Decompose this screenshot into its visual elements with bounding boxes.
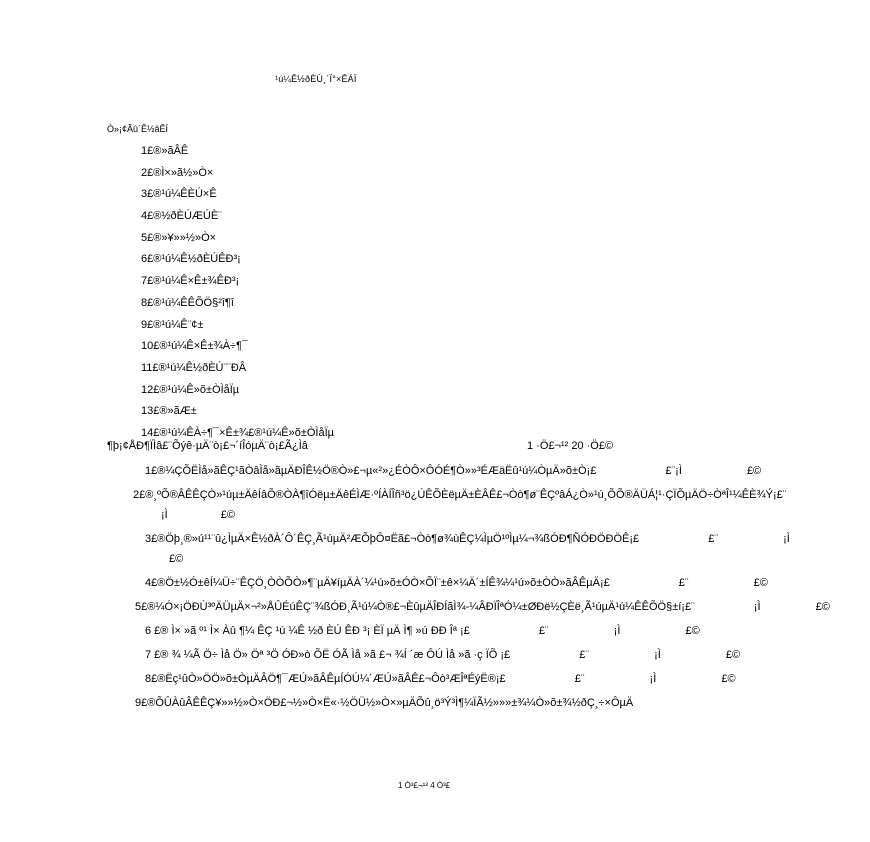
question-item <box>107 645 847 665</box>
answer-mark: £© <box>753 577 768 589</box>
term-item: 6£®¹ú¼Ê½ðÈÚÊÐ³¡ <box>141 253 241 266</box>
term-item: 7£®¹ú¼Ê×Ê±¾ÊÐ³¡ <box>141 275 240 288</box>
term-item: 8£®¹ú¼ÊÊÕÖ§²î¶î <box>141 296 234 309</box>
answer-mark: £¨ <box>574 673 585 685</box>
answer-mark: £© <box>220 509 236 521</box>
answer-mark: £¨¡Ì <box>665 465 682 477</box>
question-section-heading <box>107 440 847 461</box>
question-text: 5£®¼Ó×¡ÖÐÙ³ºÄÜµÄ×¬²»ÅÛÉúÊÇ¨¾ßÓÐ¸Ã¹ú¼Ò®£¬ÈûµÄÎÐÍãÌ¾-¼ÂÐÏÎªÓ¼±ØÐë½ÇÈë¸Ã¹úµÄ¹ú¼ÊÊÕÖ§±í¡£¨ <box>135 601 695 613</box>
term-item: 9£®¹ú¼Ê¨¢± <box>141 318 204 331</box>
answer-mark: £¨ <box>708 533 719 545</box>
question-heading-points: 1 ·Ö£¬¹² 20 ·Ö£© <box>527 440 614 452</box>
term-item: 4£®½ðÈÚÆÚÈ¨ <box>141 210 222 223</box>
answer-mark: ¡Ì <box>654 649 661 661</box>
question-text: 6 £® Ì× »ã º¹ Ì× Àû ¶¼ ÊÇ ¹ú ¼Ê ½ð ÈÚ ÊÐ ³¡ ÈÏ µÄ Ì¶ »ú ÐÐ Îª ¡£ <box>145 625 470 637</box>
question-item <box>107 693 847 713</box>
term-item: 11£®¹ú¼Ê½ðÈÚ¨¨ÐÂ <box>141 361 247 374</box>
answer-mark: £© <box>721 673 736 685</box>
term-list <box>141 144 334 448</box>
term-item: 1£®»ãÂÊ <box>141 145 189 157</box>
question-text: 2£®¸ºÕ®ÂÊÊÇÒ»¹úµ±ÄêÍâÕ®ÒÀ¶îÓëµ±ÄêÉÌÆ·ºÍÀÍÎñ³ö¿ÚÊÕÈëµÄ±ÈÂÊ£¬Òò¶ø¨ÊÇºâÁ¿Ò»¹ú¸ÕÕ®ÄÜÁ¦¹·ÇÏÕµÄÖ÷ÒªÎ¹¼ÊÈ¾Ý¡£¨ <box>133 489 787 501</box>
term-item: 2£®Ì×»ã½»Ò× <box>141 166 214 179</box>
document-title: ¹ú¼Ê½ðÈÚ¸´Ï°×ÊÁÏ <box>275 74 357 84</box>
question-item <box>107 461 847 481</box>
answer-mark: £© <box>746 465 762 477</box>
answer-mark: £© <box>815 601 830 613</box>
answer-mark: £¨ <box>678 577 689 589</box>
answer-mark: ¡Ì <box>161 509 168 521</box>
answer-mark: ¡Ì <box>613 625 621 637</box>
question-item <box>107 621 847 641</box>
term-item: 5£®»¥»»½»Ò× <box>141 231 217 244</box>
answer-mark: ¡Ì <box>783 533 790 545</box>
term-item: 12£®¹ú¼Ê»õ±ÒÌåÏµ <box>141 383 240 396</box>
page-footer: 1 Ò³£¬¹² 4 Ò³£ <box>398 781 451 790</box>
question-item <box>107 485 847 525</box>
answer-mark: ¡Ì <box>753 601 761 613</box>
question-item <box>107 529 847 569</box>
term-item: 14£®¹ú¼ÊÀ÷¶¯×Ê±¾£®¹ú¼Ê»õ±ÒÌåÏµ <box>141 426 334 439</box>
answer-mark: £¨ <box>538 625 549 637</box>
answer-mark: ¡Ì <box>649 673 657 685</box>
question-heading-text: ¶þ¡¢ÅÐ¶ÏÌâ£¨Õýê·µÄ¨ò¡£¬´íÎóµÄ¨ò¡£Ã¿Ìâ <box>107 440 308 452</box>
answer-mark: £© <box>169 553 184 565</box>
question-item <box>107 597 847 617</box>
question-text: 1£®¼ÇÕËÌå»ãÊÇ¹ãÒâÌå»ãµÄÐÎÊ½Ö®Ò»£¬µ«²»¿ÉÒÔ×ÔÓÉ¶Ò»»³ÉÆäËû¹ú¼ÒµÄ»õ±Ò¡£ <box>145 465 597 477</box>
question-text: 7 £® ¾ ¼Ã Ö÷ Ìå Ö» Öª ³Ö ÓÐ»ò ÕË ÓÃ Ìå »ã £¬ ¾Í ´æ ÔÚ Ìå »ã ·ç ÏÕ ¡£ <box>145 649 511 661</box>
answer-mark: £© <box>685 625 700 637</box>
term-item: 13£®»ãÆ± <box>141 405 197 418</box>
question-text: 3£®Öþ¸®»ú¹¹¨û¿ÌµÄ×Ê½ðÀ´Ô´ÊÇ¸Ã¹úµÄ²ÆÕþÔ¤Ëã£¬Òò¶ø¾ùÊÇ¼ÌµÖ¹ºÌµ¼¬¾ßÓÐ¶ÑÓÐÖÐÖÊ¡£ <box>145 533 640 545</box>
section-heading: Ò»¡¢Ãû´Ê½âÊÍ <box>107 124 169 134</box>
question-item <box>107 573 847 593</box>
term-item: 3£®¹ú¼ÊÈÚ×Ê <box>141 188 217 201</box>
true-false-section <box>107 440 847 717</box>
question-text: 8£®Ëç¹ûÒ»ÖÖ»õ±ÒµÄÂÖ¶¯ÆÚ»ãÂÊµÍÓÚ¼´ÆÚ»ãÂÊ£¬Ôò³ÆÎªÉýË®¡£ <box>145 673 506 685</box>
answer-mark: £¨ <box>579 649 590 661</box>
question-item <box>107 669 847 689</box>
answer-mark: £© <box>725 649 741 661</box>
question-text: 4£®Ö±½Ó±êÍ¼Ü÷¨ÊÇÖ¸ÒÒÕÒ»¶¨µÄ¥íµÄÀ´¼¹ú»õ±ÓÒ×ÕÏ¨±ê×¼Ä´±ÍÊ¾¼¹ú»õ±ÒÒ»ãÂÊµÄ¡£ <box>145 577 610 589</box>
question-text: 9£®ÕÛÀûÂÊÊÇ¥»»½»Ò×ÖÐ£¬½»Ò×Ë«·½ÖÜ½»Ò×»µÄÕû¸ö³Ý³Ì¶¼ÏÃ½»»»±¾¼Ò»õ±¾½ðÇ¸÷×ÔµÄ <box>135 697 634 709</box>
term-item: 10£®¹ú¼Ê×Ê±¾À÷¶¯ <box>141 340 249 353</box>
